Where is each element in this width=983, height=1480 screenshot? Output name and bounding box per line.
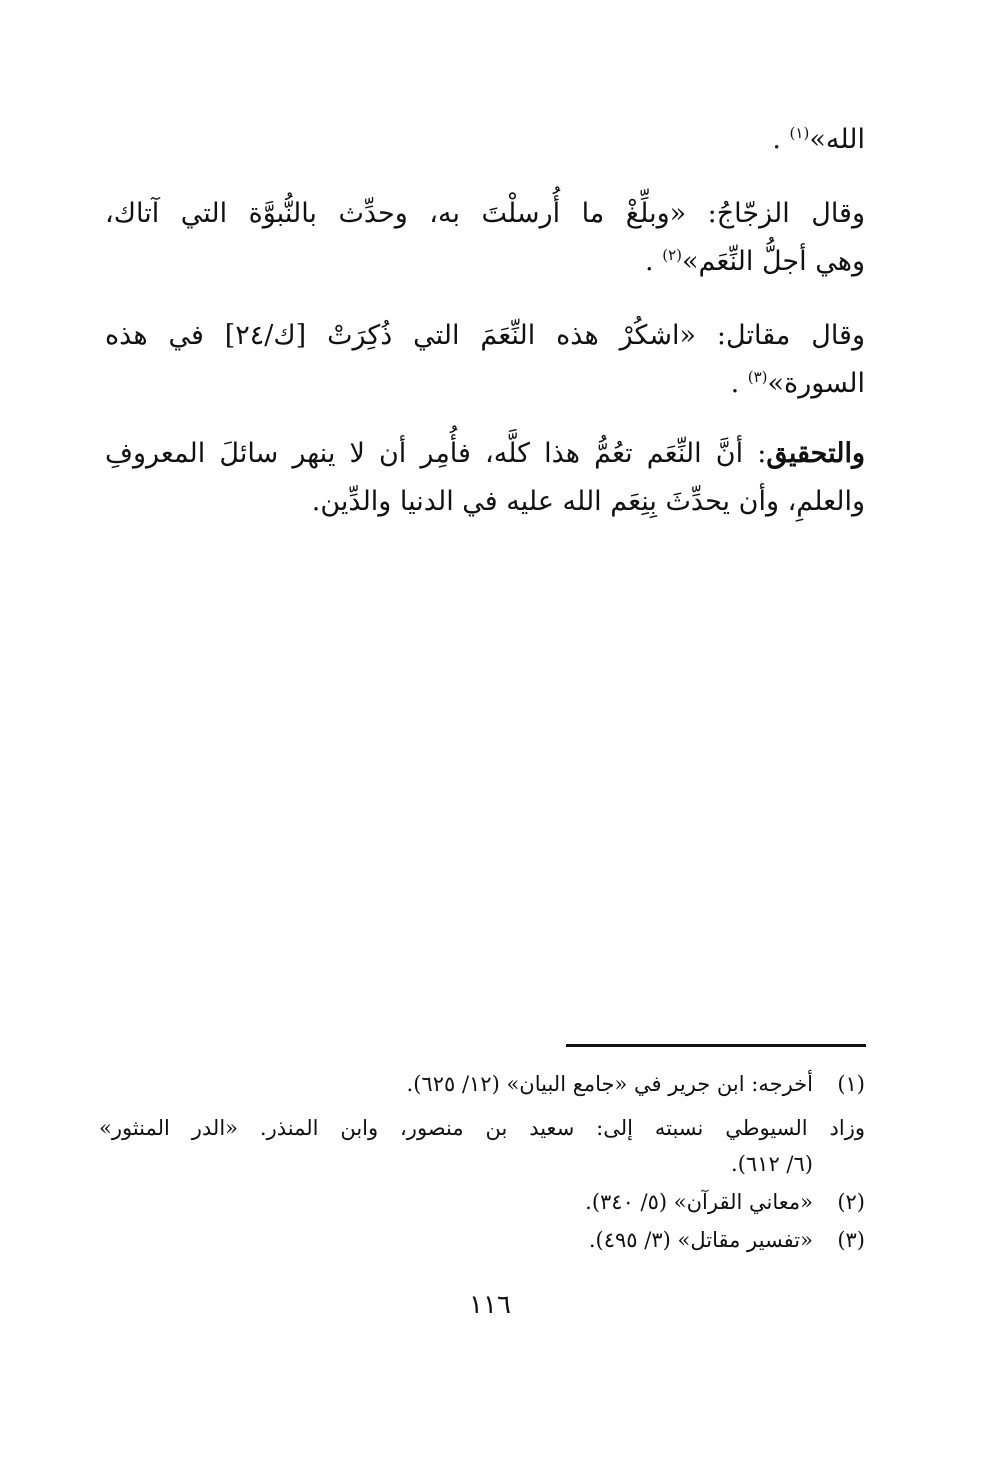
text-run: الله» (809, 124, 865, 155)
footnote-1 (105, 1068, 865, 1100)
body-line-p2-2 (105, 364, 865, 404)
footnote-ref: (٣) (747, 368, 768, 386)
footnote-text: (٦/ ٦١٢). (731, 1152, 813, 1176)
body-line-p1-1 (105, 194, 865, 234)
footnote-number: (٢) (837, 1190, 865, 1214)
bold-label: والتحقيق (766, 438, 865, 469)
body-line-p1-2 (105, 242, 865, 282)
text-run: وقال الزجّاجُ: «وبلِّغْ ما أُرسلْتَ به، وحدِّث بالنُّبوَّة التي آتاك، (105, 198, 865, 229)
text-run: . (772, 124, 781, 155)
text-run: السورة» (767, 368, 865, 399)
footnote-text: أخرجه: ابن جرير في «جامع البيان» (١٢/ ٦٢٥). (406, 1072, 813, 1096)
footnote-2 (105, 1186, 865, 1218)
page-number: ١١٦ (469, 1290, 511, 1320)
footnote-ref: (٢) (662, 246, 683, 264)
text-run: وقال مقاتل: «اشكُرْ هذه النِّعَمَ التي ذُكِرَتْ [ك/٢٤] في هذه (105, 320, 866, 351)
text-run: وهي أجلُّ النِّعَم» (682, 246, 865, 277)
body-line-p3-1 (105, 434, 865, 474)
footnote-number: (٣) (837, 1228, 865, 1252)
footnote-text: «تفسير مقاتل» (٣/ ٤٩٥). (588, 1228, 813, 1252)
text-run: والعلمِ، وأن يحدِّثَ بِنِعَم الله عليه في الدنيا والدِّين. (311, 486, 865, 517)
body-line-p2-1 (105, 316, 865, 356)
body-line-p0 (105, 120, 865, 160)
footnote-1-continuation-2 (105, 1148, 813, 1180)
text-run: . (730, 368, 740, 399)
text-run: : أنَّ النِّعَم تعُمُّ هذا كلَّه، فأُمِر أن لا ينهر سائلَ المعروفِ (105, 438, 767, 469)
text-run: . (645, 246, 654, 277)
footnote-text: وزاد السيوطي نسبته إلى: سعيد بن منصور، وابن المنذر. «الدر المنثور» (99, 1116, 865, 1140)
footnote-text: «معاني القرآن» (٥/ ٣٤٠). (585, 1190, 813, 1214)
footnote-ref: (١) (789, 124, 810, 142)
body-line-p3-2 (105, 482, 865, 522)
footnote-separator (566, 1044, 866, 1047)
footnote-number: (١) (837, 1072, 865, 1096)
footnote-3 (105, 1224, 865, 1256)
footnote-1-continuation (99, 1112, 865, 1144)
